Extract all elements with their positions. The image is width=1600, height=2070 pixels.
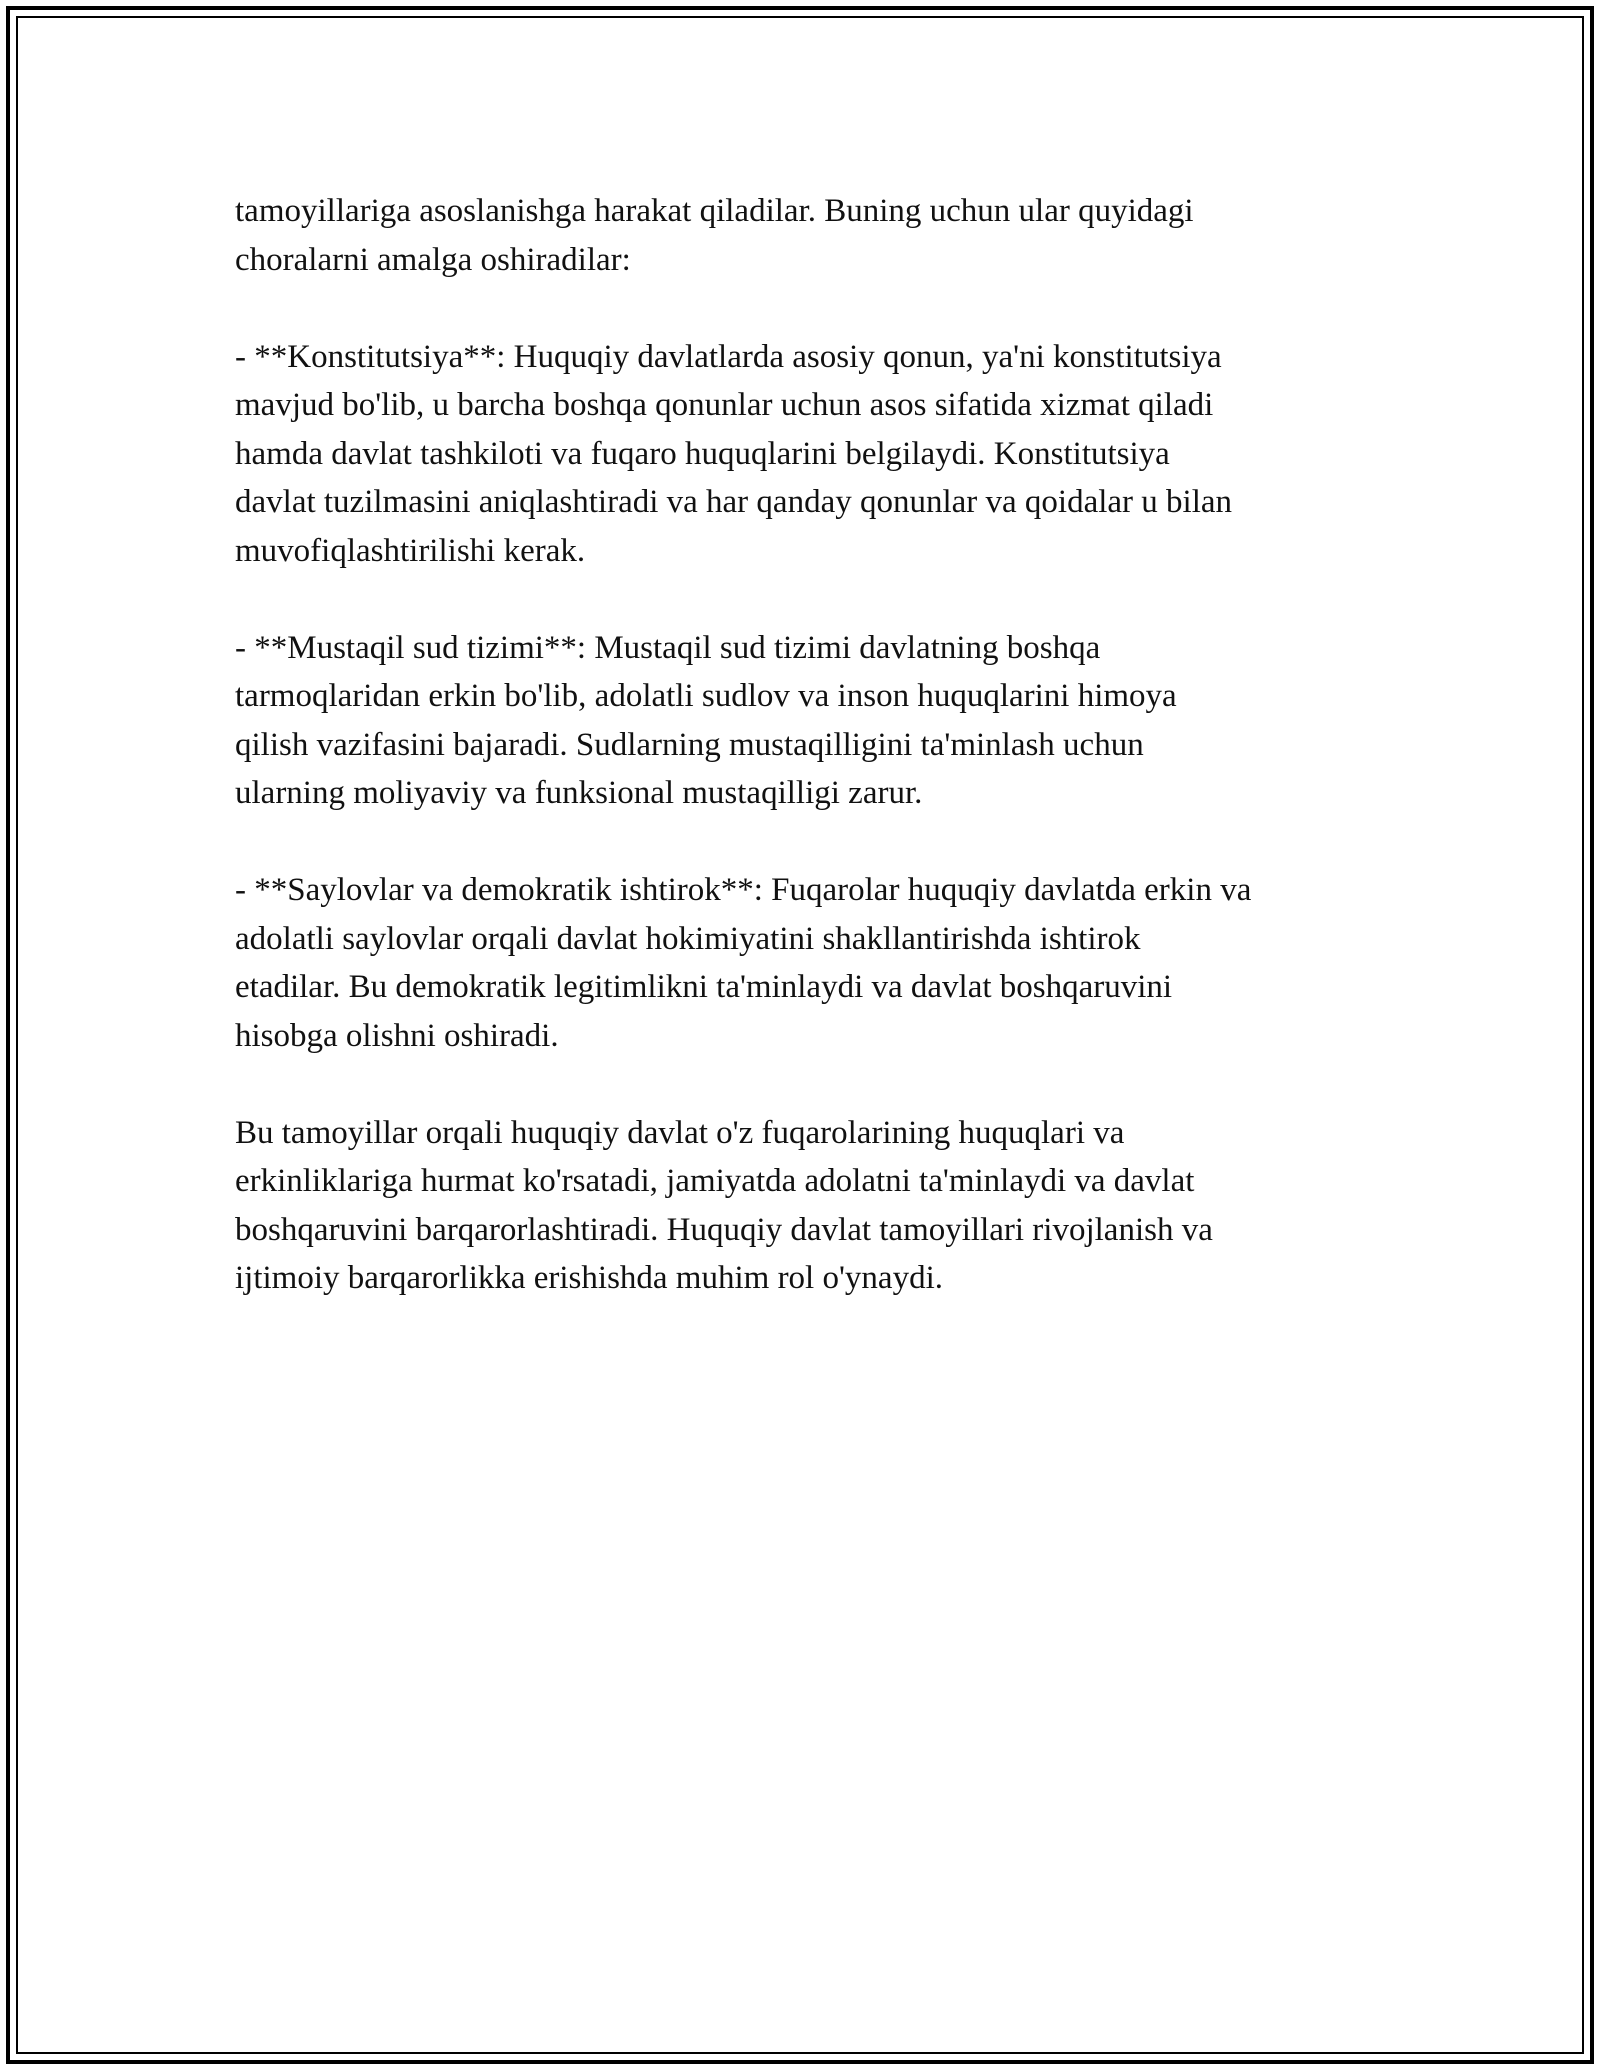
paragraph-konstitutsiya: - **Konstitutsiya**: Huquqiy davlatlarda asosiy qonun, ya'ni konstitutsiya mavjud bo'lib, u barcha boshqa qonunlar uchun asos sifatida xizmat qiladi hamda davlat tashkiloti va fuqaro huquqlarini belgilaydi. Konstitutsiya davlat tuzilmasini aniqlashtiradi va har qanday qonunlar va qoidalar u bilan muvofiqlashtirilishi kerak. xyxy=(235,338,1233,569)
paragraph-conclusion: Bu tamoyillar orqali huquqiy davlat o'z fuqarolarining huquqlari va erkinliklariga hurmat ko'rsatadi, jamiyatda adolatni ta'minlaydi va davlat boshqaruvini barqarorlashtiradi. Huquqiy davlat tamoyillari rivojlanish va ijtimoiy barqarorlikka erishishda muhim rol o'ynaydi. xyxy=(235,1114,1213,1296)
paragraph-intro: tamoyillariga asoslanishga harakat qiladilar. Buning uchun ular quyidagi choralarni amalga oshiradilar: xyxy=(235,193,1194,278)
document-body xyxy=(235,187,1385,1303)
paragraph-saylovlar: - **Saylovlar va demokratik ishtirok**: Fuqarolar huquqiy davlatda erkin va adolatli saylovlar orqali davlat hokimiyatini shakllantirishda ishtirok etadilar. Bu demokratik legitimlikni ta'minlaydi va davlat boshqaruvini hisobga olishni oshiradi. xyxy=(235,872,1252,1054)
paragraph-mustaqil-sud: - **Mustaqil sud tizimi**: Mustaqil sud tizimi davlatning boshqa tarmoqlaridan erkin bo'lib, adolatli sudlov va inson huquqlarini himoya qilish vazifasini bajaradi. Sudlarning mustaqilligini ta'minlash uchun ularning moliyaviy va funksional mustaqilligi zarur. xyxy=(235,629,1177,811)
